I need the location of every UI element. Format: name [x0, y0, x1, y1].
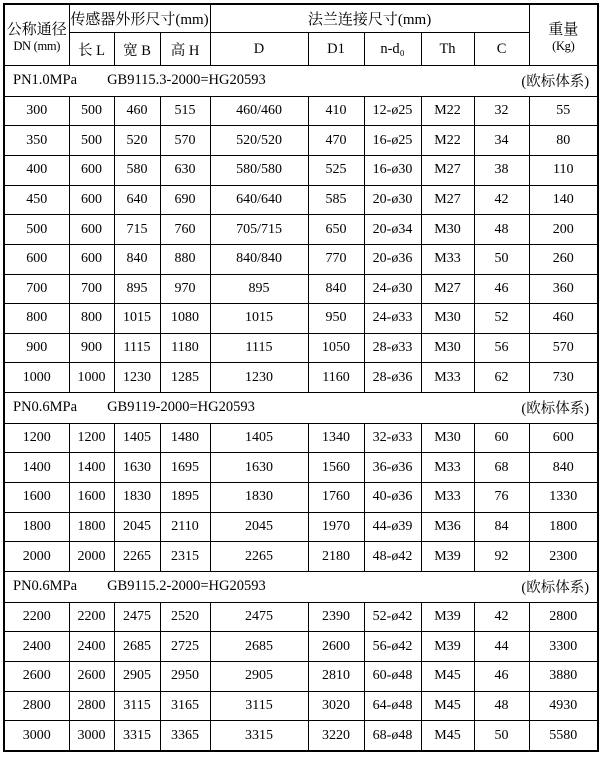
cell-H: 515 — [160, 96, 210, 126]
cell-DN: 2000 — [4, 542, 69, 572]
cell-B: 580 — [114, 155, 160, 185]
cell-H: 760 — [160, 215, 210, 245]
header-dn-title: 公称通径 — [6, 22, 67, 38]
cell-D: 2265 — [210, 542, 308, 572]
cell-D1: 1760 — [308, 483, 364, 513]
table-row — [4, 274, 598, 304]
table-row — [4, 363, 598, 393]
cell-Th: M22 — [421, 96, 474, 126]
cell-B: 1230 — [114, 363, 160, 393]
cell-DN: 900 — [4, 333, 69, 363]
cell-n-d0: 52-ø42 — [364, 602, 421, 632]
cell-Th: M45 — [421, 691, 474, 721]
cell-D: 2685 — [210, 632, 308, 662]
cell-L: 1200 — [69, 423, 114, 453]
cell-D1: 840 — [308, 274, 364, 304]
cell-Th: M39 — [421, 542, 474, 572]
section-note: (欧标体系) — [521, 580, 590, 597]
cell-D1: 1050 — [308, 333, 364, 363]
cell-Th: M45 — [421, 661, 474, 691]
header-col-length: 长 L — [69, 33, 114, 66]
table-body — [4, 66, 598, 752]
header-weight — [529, 4, 598, 66]
cell-n-d0: 28-ø33 — [364, 333, 421, 363]
cell-H: 630 — [160, 155, 210, 185]
cell-L: 700 — [69, 274, 114, 304]
cell-Th: M33 — [421, 483, 474, 513]
header-dn-sub: DN (mm) — [13, 39, 61, 53]
cell-D1: 2600 — [308, 632, 364, 662]
table-header — [4, 4, 598, 66]
cell-n-d0: 16-ø25 — [364, 126, 421, 156]
cell-DN: 2800 — [4, 691, 69, 721]
cell-B: 895 — [114, 274, 160, 304]
table-row — [4, 661, 598, 691]
cell-C: 60 — [474, 423, 529, 453]
cell-Th: M27 — [421, 274, 474, 304]
cell-B: 1630 — [114, 453, 160, 483]
cell-C: 48 — [474, 215, 529, 245]
cell-C: 84 — [474, 512, 529, 542]
cell-L: 2000 — [69, 542, 114, 572]
cell-L: 600 — [69, 244, 114, 274]
cell-DN: 450 — [4, 185, 69, 215]
section-header-row — [4, 66, 598, 97]
cell-H: 2520 — [160, 602, 210, 632]
cell-Kg: 140 — [529, 185, 598, 215]
section-standard: GB9115.3-2000=HG20593 — [107, 72, 266, 89]
cell-DN: 1000 — [4, 363, 69, 393]
cell-Kg: 3880 — [529, 661, 598, 691]
cell-B: 2045 — [114, 512, 160, 542]
cell-DN: 1600 — [4, 483, 69, 513]
cell-D1: 410 — [308, 96, 364, 126]
cell-n-d0: 48-ø42 — [364, 542, 421, 572]
table-row — [4, 512, 598, 542]
table-row — [4, 721, 598, 751]
cell-D1: 470 — [308, 126, 364, 156]
cell-H: 2315 — [160, 542, 210, 572]
cell-D: 2475 — [210, 602, 308, 632]
cell-Kg: 1800 — [529, 512, 598, 542]
cell-DN: 600 — [4, 244, 69, 274]
cell-Kg: 5580 — [529, 721, 598, 751]
cell-L: 2800 — [69, 691, 114, 721]
cell-DN: 800 — [4, 304, 69, 334]
cell-D: 520/520 — [210, 126, 308, 156]
cell-Kg: 4930 — [529, 691, 598, 721]
header-col-height: 高 H — [160, 33, 210, 66]
cell-H: 880 — [160, 244, 210, 274]
cell-DN: 400 — [4, 155, 69, 185]
cell-n-d0: 20-ø30 — [364, 185, 421, 215]
cell-B: 1405 — [114, 423, 160, 453]
header-col-d: D — [210, 33, 308, 66]
cell-C: 48 — [474, 691, 529, 721]
cell-L: 600 — [69, 215, 114, 245]
cell-B: 3315 — [114, 721, 160, 751]
cell-L: 900 — [69, 333, 114, 363]
cell-n-d0: 32-ø33 — [364, 423, 421, 453]
section-standard: GB9115.2-2000=HG20593 — [107, 578, 266, 595]
cell-Kg: 80 — [529, 126, 598, 156]
cell-n-d0: 64-ø48 — [364, 691, 421, 721]
cell-H: 1285 — [160, 363, 210, 393]
cell-C: 46 — [474, 274, 529, 304]
table-row — [4, 96, 598, 126]
section-pressure: PN0.6MPa — [13, 399, 78, 416]
cell-Kg: 110 — [529, 155, 598, 185]
spec-table — [3, 3, 599, 752]
cell-Kg: 1330 — [529, 483, 598, 513]
table-row — [4, 244, 598, 274]
cell-C: 50 — [474, 721, 529, 751]
cell-Th: M30 — [421, 423, 474, 453]
cell-B: 520 — [114, 126, 160, 156]
cell-B: 460 — [114, 96, 160, 126]
table-row — [4, 691, 598, 721]
cell-L: 2600 — [69, 661, 114, 691]
cell-DN: 500 — [4, 215, 69, 245]
cell-C: 62 — [474, 363, 529, 393]
cell-DN: 300 — [4, 96, 69, 126]
cell-D1: 650 — [308, 215, 364, 245]
cell-H: 3365 — [160, 721, 210, 751]
cell-H: 2950 — [160, 661, 210, 691]
cell-D1: 585 — [308, 185, 364, 215]
cell-B: 3115 — [114, 691, 160, 721]
cell-n-d0: 68-ø48 — [364, 721, 421, 751]
cell-C: 42 — [474, 602, 529, 632]
cell-Kg: 840 — [529, 453, 598, 483]
cell-n-d0: 12-ø25 — [364, 96, 421, 126]
cell-D1: 525 — [308, 155, 364, 185]
section-pressure: PN1.0MPa — [13, 72, 78, 89]
cell-D: 1230 — [210, 363, 308, 393]
cell-D: 580/580 — [210, 155, 308, 185]
cell-H: 1480 — [160, 423, 210, 453]
section-note: (欧标体系) — [521, 74, 590, 91]
cell-D1: 2390 — [308, 602, 364, 632]
cell-Kg: 260 — [529, 244, 598, 274]
cell-DN: 2200 — [4, 602, 69, 632]
cell-n-d0: 16-ø30 — [364, 155, 421, 185]
cell-Kg: 570 — [529, 333, 598, 363]
cell-D: 3315 — [210, 721, 308, 751]
cell-D: 2905 — [210, 661, 308, 691]
header-dn — [4, 4, 69, 66]
cell-B: 1830 — [114, 483, 160, 513]
cell-L: 1400 — [69, 453, 114, 483]
cell-H: 2110 — [160, 512, 210, 542]
cell-C: 92 — [474, 542, 529, 572]
cell-DN: 2400 — [4, 632, 69, 662]
cell-L: 3000 — [69, 721, 114, 751]
cell-C: 42 — [474, 185, 529, 215]
cell-Th: M33 — [421, 363, 474, 393]
cell-D: 705/715 — [210, 215, 308, 245]
cell-C: 32 — [474, 96, 529, 126]
cell-n-d0: 20-ø36 — [364, 244, 421, 274]
cell-DN: 3000 — [4, 721, 69, 751]
header-flange-group: 法兰连接尺寸(mm) — [210, 4, 529, 33]
cell-D: 460/460 — [210, 96, 308, 126]
cell-H: 1080 — [160, 304, 210, 334]
section-pressure: PN0.6MPa — [13, 578, 78, 595]
cell-DN: 350 — [4, 126, 69, 156]
cell-D: 2045 — [210, 512, 308, 542]
cell-D1: 1160 — [308, 363, 364, 393]
header-col-width: 宽 B — [114, 33, 160, 66]
cell-Th: M30 — [421, 215, 474, 245]
section-header-row — [4, 393, 598, 424]
cell-Th: M33 — [421, 453, 474, 483]
cell-H: 570 — [160, 126, 210, 156]
cell-C: 50 — [474, 244, 529, 274]
cell-Kg: 460 — [529, 304, 598, 334]
cell-n-d0: 44-ø39 — [364, 512, 421, 542]
cell-C: 46 — [474, 661, 529, 691]
cell-Th: M45 — [421, 721, 474, 751]
cell-L: 800 — [69, 304, 114, 334]
cell-D1: 3220 — [308, 721, 364, 751]
cell-L: 1800 — [69, 512, 114, 542]
cell-C: 34 — [474, 126, 529, 156]
cell-n-d0: 56-ø42 — [364, 632, 421, 662]
cell-D: 640/640 — [210, 185, 308, 215]
cell-B: 2475 — [114, 602, 160, 632]
cell-B: 1115 — [114, 333, 160, 363]
cell-n-d0: 36-ø36 — [364, 453, 421, 483]
cell-n-d0: 40-ø36 — [364, 483, 421, 513]
cell-n-d0: 60-ø48 — [364, 661, 421, 691]
header-col-c: C — [474, 33, 529, 66]
cell-B: 840 — [114, 244, 160, 274]
cell-L: 500 — [69, 96, 114, 126]
cell-Th: M30 — [421, 304, 474, 334]
header-col-th: Th — [421, 33, 474, 66]
cell-D1: 1970 — [308, 512, 364, 542]
cell-DN: 1400 — [4, 453, 69, 483]
cell-DN: 1800 — [4, 512, 69, 542]
table-row — [4, 542, 598, 572]
cell-B: 1015 — [114, 304, 160, 334]
table-row — [4, 333, 598, 363]
cell-C: 76 — [474, 483, 529, 513]
table-row — [4, 632, 598, 662]
cell-L: 1000 — [69, 363, 114, 393]
cell-B: 2905 — [114, 661, 160, 691]
cell-C: 38 — [474, 155, 529, 185]
cell-Th: M22 — [421, 126, 474, 156]
cell-Kg: 2800 — [529, 602, 598, 632]
header-col-d1: D1 — [308, 33, 364, 66]
cell-Th: M39 — [421, 632, 474, 662]
table-row — [4, 483, 598, 513]
cell-Kg: 600 — [529, 423, 598, 453]
cell-Th: M36 — [421, 512, 474, 542]
cell-L: 1600 — [69, 483, 114, 513]
table-row — [4, 215, 598, 245]
cell-C: 68 — [474, 453, 529, 483]
cell-D: 1405 — [210, 423, 308, 453]
cell-Th: M27 — [421, 155, 474, 185]
cell-L: 2200 — [69, 602, 114, 632]
cell-Kg: 730 — [529, 363, 598, 393]
cell-Kg: 200 — [529, 215, 598, 245]
cell-D1: 950 — [308, 304, 364, 334]
cell-n-d0: 24-ø30 — [364, 274, 421, 304]
cell-DN: 700 — [4, 274, 69, 304]
cell-Th: M39 — [421, 602, 474, 632]
cell-C: 52 — [474, 304, 529, 334]
table-row — [4, 453, 598, 483]
header-weight-title: 重量 — [548, 22, 579, 38]
table-row — [4, 185, 598, 215]
table-row — [4, 304, 598, 334]
cell-D: 3115 — [210, 691, 308, 721]
cell-H: 1180 — [160, 333, 210, 363]
cell-D: 895 — [210, 274, 308, 304]
cell-H: 970 — [160, 274, 210, 304]
header-weight-sub: (Kg) — [552, 39, 575, 53]
cell-D1: 1340 — [308, 423, 364, 453]
cell-n-d0: 24-ø33 — [364, 304, 421, 334]
cell-H: 1895 — [160, 483, 210, 513]
cell-L: 600 — [69, 185, 114, 215]
cell-Kg: 3300 — [529, 632, 598, 662]
cell-D1: 1560 — [308, 453, 364, 483]
cell-D: 1115 — [210, 333, 308, 363]
cell-H: 3165 — [160, 691, 210, 721]
cell-H: 2725 — [160, 632, 210, 662]
cell-B: 715 — [114, 215, 160, 245]
cell-B: 640 — [114, 185, 160, 215]
cell-B: 2265 — [114, 542, 160, 572]
cell-D: 1630 — [210, 453, 308, 483]
table-row — [4, 602, 598, 632]
cell-L: 2400 — [69, 632, 114, 662]
cell-Th: M27 — [421, 185, 474, 215]
cell-H: 690 — [160, 185, 210, 215]
cell-Th: M30 — [421, 333, 474, 363]
cell-C: 56 — [474, 333, 529, 363]
cell-L: 600 — [69, 155, 114, 185]
table-row — [4, 423, 598, 453]
cell-B: 2685 — [114, 632, 160, 662]
cell-Kg: 55 — [529, 96, 598, 126]
cell-H: 1695 — [160, 453, 210, 483]
section-header-row — [4, 571, 598, 602]
cell-D1: 2180 — [308, 542, 364, 572]
cell-D: 840/840 — [210, 244, 308, 274]
cell-Kg: 2300 — [529, 542, 598, 572]
cell-DN: 1200 — [4, 423, 69, 453]
cell-DN: 2600 — [4, 661, 69, 691]
cell-n-d0: 20-ø34 — [364, 215, 421, 245]
section-standard: GB9119-2000=HG20593 — [107, 399, 255, 416]
cell-D: 1830 — [210, 483, 308, 513]
header-sensor-group: 传感器外形尺寸(mm) — [69, 4, 210, 33]
cell-L: 500 — [69, 126, 114, 156]
cell-Kg: 360 — [529, 274, 598, 304]
cell-C: 44 — [474, 632, 529, 662]
section-note: (欧标体系) — [521, 401, 590, 418]
cell-D1: 770 — [308, 244, 364, 274]
cell-Th: M33 — [421, 244, 474, 274]
table-row — [4, 155, 598, 185]
cell-n-d0: 28-ø36 — [364, 363, 421, 393]
cell-D: 1015 — [210, 304, 308, 334]
header-col-nd0: n-d₀ — [364, 33, 421, 66]
cell-D1: 3020 — [308, 691, 364, 721]
table-row — [4, 126, 598, 156]
cell-D1: 2810 — [308, 661, 364, 691]
